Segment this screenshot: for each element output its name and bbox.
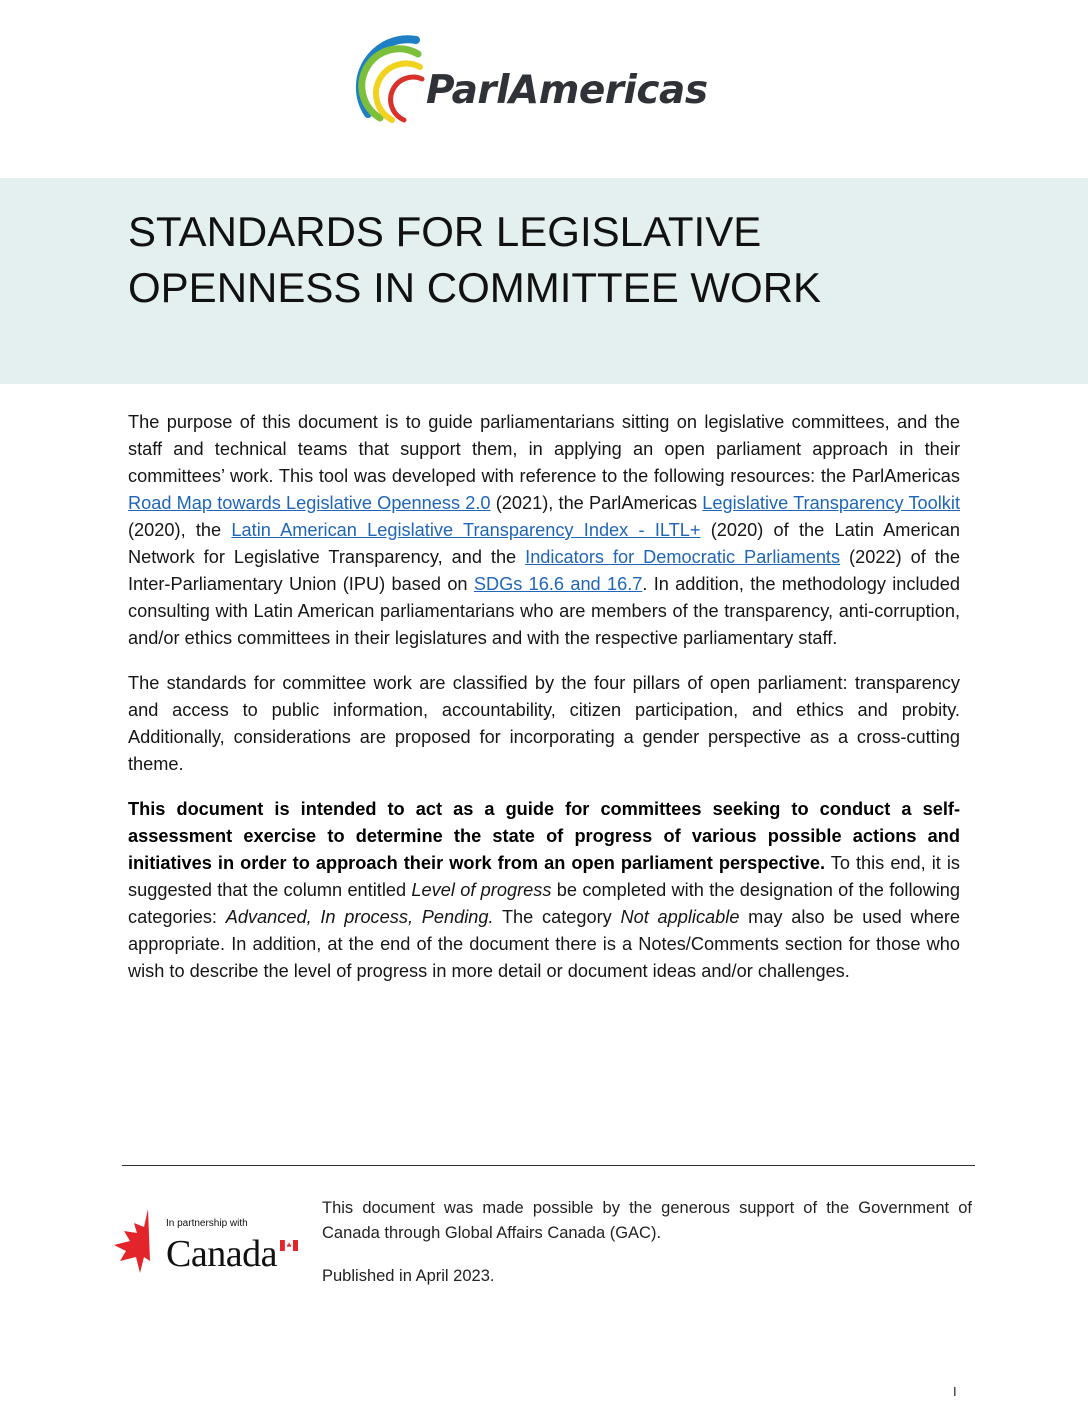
indicators-link[interactable]: Indicators for Democratic Parliaments — [525, 547, 841, 567]
footer-credit — [322, 1196, 972, 1307]
parlamericas-logo — [354, 34, 734, 144]
page-number: I — [953, 1384, 957, 1399]
guide-paragraph — [128, 796, 960, 985]
guide-bold-text: This document is intended to act as a guide for committees seeking to conduct a self-assessment exercise to determine the state of progress of various possible actions and initiatives in order to approach their work from an open parliament perspective. — [128, 799, 960, 873]
text-run: The purpose of this document is to guide parliamentarians sitting on legislative committees, and the staff and technical teams that support them, in applying an open parliament approach in their committees’ work. This tool was developed with reference to the following resources: the ParlAmericas — [128, 412, 960, 486]
text-run: be completed with the designation of the following categories: — [128, 880, 961, 927]
title-line-2: OPENNESS IN COMMITTEE WORK — [128, 264, 822, 311]
italic-run: Advanced, In process, Pending. — [225, 907, 494, 927]
iltl-link[interactable]: Latin American Legislative Transparency Index - ILTL+ — [231, 520, 701, 540]
title-line-1: STANDARDS FOR LEGISLATIVE — [128, 208, 762, 255]
partnership-label: In partnership with — [166, 1218, 248, 1229]
text-run: The category — [493, 907, 621, 927]
canada-wordmark: Canada — [166, 1233, 277, 1275]
road-map-link[interactable]: Road Map towards Legislative Openness 2.0 — [128, 493, 491, 513]
text-run: . In addition, the methodology included consulting with Latin American parliamentarians who are members of the transparency, anti-corruption, and/or ethics committees in their legislatures and with the respective parliamentary staff. — [128, 574, 960, 648]
text-run: (2020) of the Latin American Network for Legislative Transparency, and the — [128, 520, 960, 567]
text-run: (2021), the ParlAmericas — [490, 493, 703, 513]
text-run: (2022) of the Inter-Parliamentary Union (IPU) based on — [128, 547, 960, 594]
document-title — [128, 204, 968, 316]
sdgs-link[interactable]: SDGs 16.6 and 16.7 — [473, 574, 643, 594]
footer-divider — [122, 1165, 975, 1166]
canada-flag-icon — [280, 1240, 298, 1251]
pillars-paragraph: The standards for committee work are classified by the four pillars of open parliament: transparency and access to public information, accountability, citizen participation, and ethics and probity. Additionally, considerations are proposed for incorporating a gender perspective as a cross-cutting theme. — [128, 673, 960, 774]
italic-run: Not applicable — [620, 907, 740, 927]
text-run: may also be used where appropriate. In addition, at the end of the document there is a Notes/Comments section for those who wish to describe the level of progress in more detail or document ideas and/or challenges. — [128, 907, 960, 981]
title-band — [0, 178, 1088, 384]
logo-arcs-icon — [354, 34, 434, 144]
document-body — [128, 409, 960, 1003]
toolkit-link[interactable]: Legislative Transparency Toolkit — [702, 493, 960, 513]
text-run: (2020), the — [128, 520, 232, 540]
logo-wordmark: ParlAmericas — [426, 68, 708, 113]
text-run: To this end, it is suggested that the column entitled — [128, 853, 961, 900]
italic-run: Level of progress — [411, 880, 552, 900]
intro-paragraph — [128, 409, 960, 652]
support-statement: This document was made possible by the generous support of the Government of Canada through Global Affairs Canada (GAC). — [322, 1199, 972, 1242]
maple-leaf-icon — [110, 1205, 154, 1275]
publication-date: Published in April 2023. — [322, 1267, 495, 1285]
